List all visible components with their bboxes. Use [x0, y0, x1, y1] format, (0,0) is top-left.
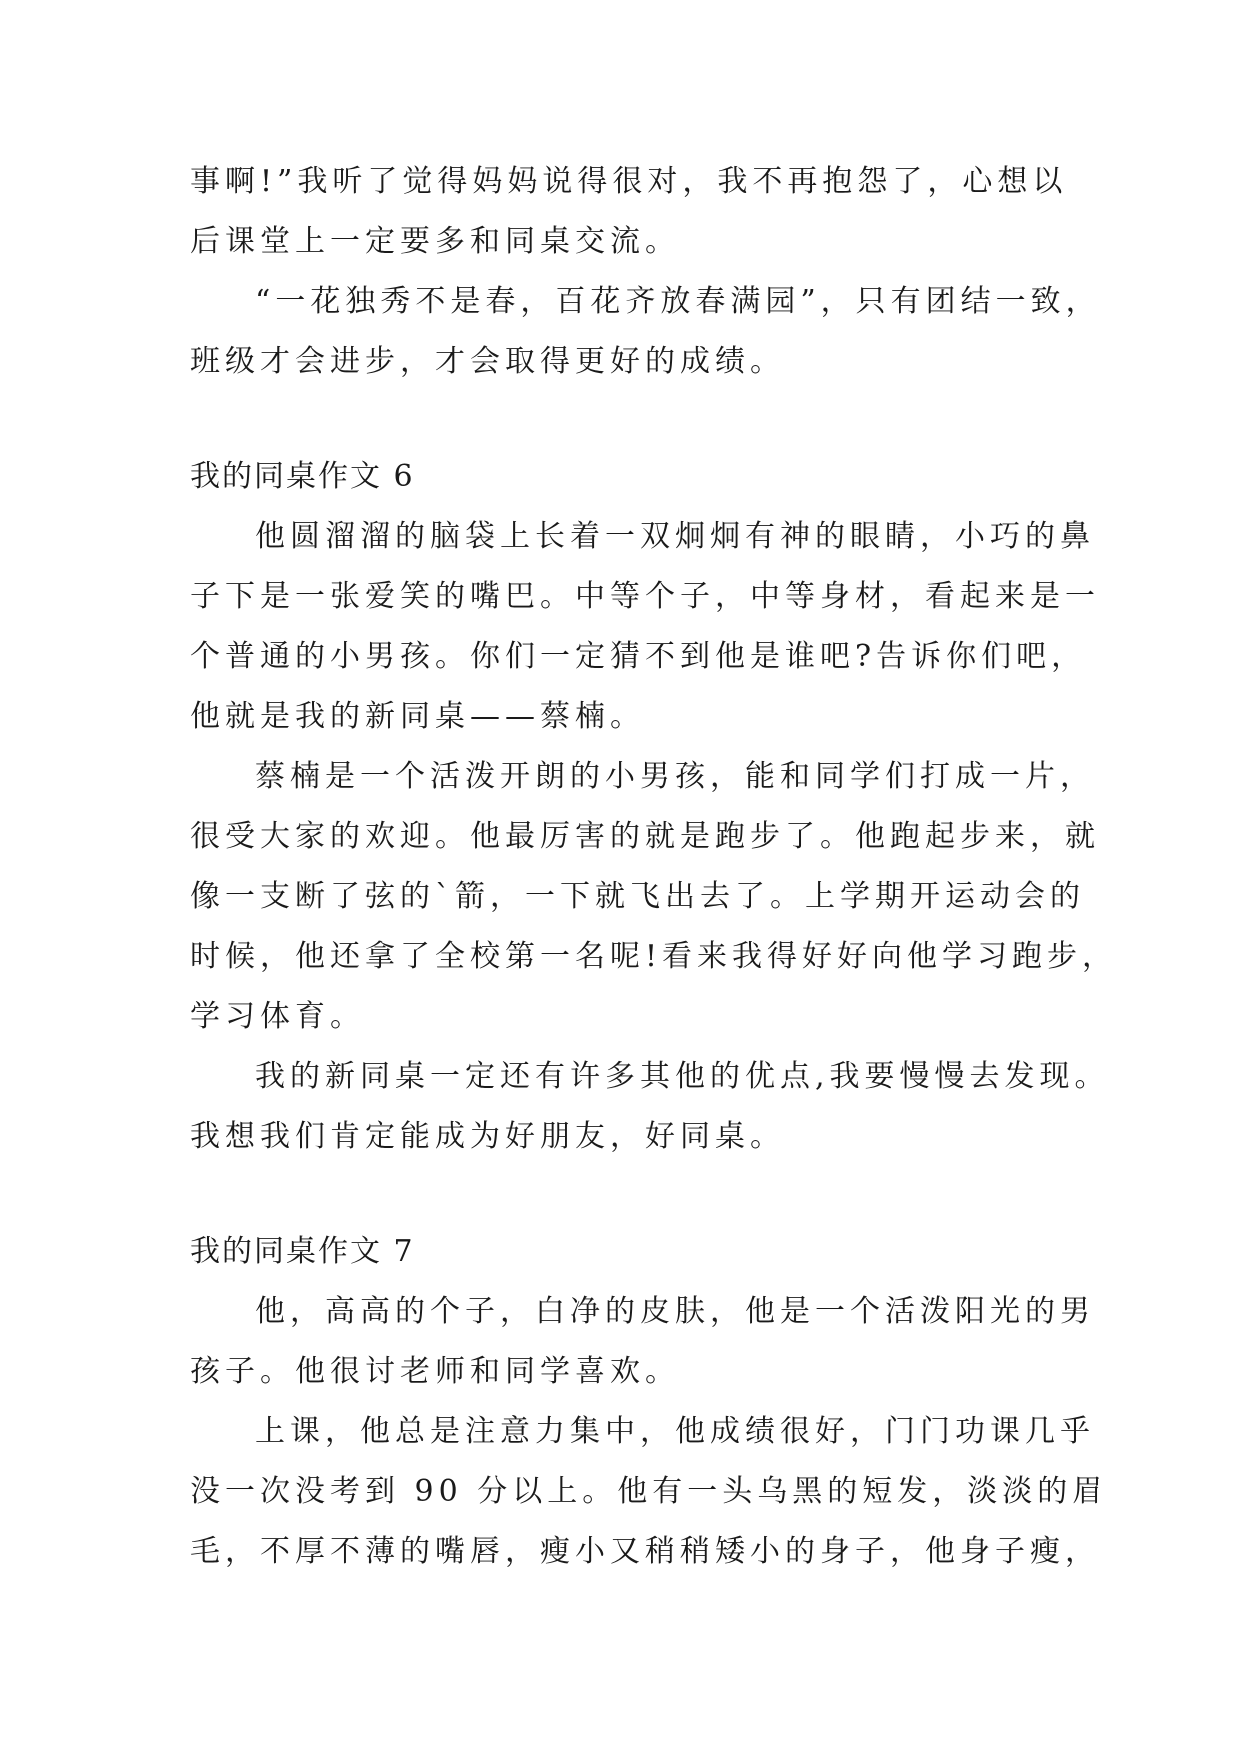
text-line: 子下是一张爱笑的嘴巴。中等个子，中等身材，看起来是一: [190, 579, 1100, 614]
text-line: 他就是我的新同桌——蔡楠。: [190, 699, 645, 734]
text-line: 学习体育。: [190, 999, 365, 1034]
text-line: 时候，他还拿了全校第一名呢!看来我得好好向他学习跑步，: [190, 939, 1118, 974]
text-line: 蔡楠是一个活泼开朗的小男孩，能和同学们打成一片，: [255, 759, 1095, 794]
text-line: 像一支断了弦的`箭，一下就飞出去了。上学期开运动会的: [190, 879, 1085, 914]
text-line: “一花独秀不是春，百花齐放春满园”，只有团结一致，: [255, 284, 1101, 319]
text-line: 上课，他总是注意力集中，他成绩很好，门门功课几乎: [255, 1414, 1095, 1449]
text-line: 没一次没考到 90 分以上。他有一头乌黑的短发，淡淡的眉: [190, 1474, 1108, 1509]
section-heading: 我的同桌作文 6: [190, 459, 415, 494]
text-line: 事啊!”我听了觉得妈妈说得很对，我不再抱怨了，心想以: [190, 164, 1068, 199]
section-heading: 我的同桌作文 7: [190, 1234, 415, 1269]
text-line: 班级才会进步，才会取得更好的成绩。: [190, 344, 785, 379]
text-line: 我的新同桌一定还有许多其他的优点,我要慢慢去发现。: [255, 1059, 1110, 1094]
text-line: 他，高高的个子，白净的皮肤，他是一个活泼阳光的男: [255, 1294, 1095, 1329]
text-line: 后课堂上一定要多和同桌交流。: [190, 224, 680, 259]
text-line: 他圆溜溜的脑袋上长着一双炯炯有神的眼睛，小巧的鼻: [255, 519, 1095, 554]
text-line: 孩子。他很讨老师和同学喜欢。: [190, 1354, 680, 1389]
text-line: 个普通的小男孩。你们一定猜不到他是谁吧?告诉你们吧，: [190, 639, 1087, 674]
text-line: 很受大家的欢迎。他最厉害的就是跑步了。他跑起步来，就: [190, 819, 1100, 854]
text-line: 我想我们肯定能成为好朋友，好同桌。: [190, 1119, 785, 1154]
text-line: 毛，不厚不薄的嘴唇，瘦小又稍稍矮小的身子，他身子瘦，: [190, 1534, 1100, 1569]
